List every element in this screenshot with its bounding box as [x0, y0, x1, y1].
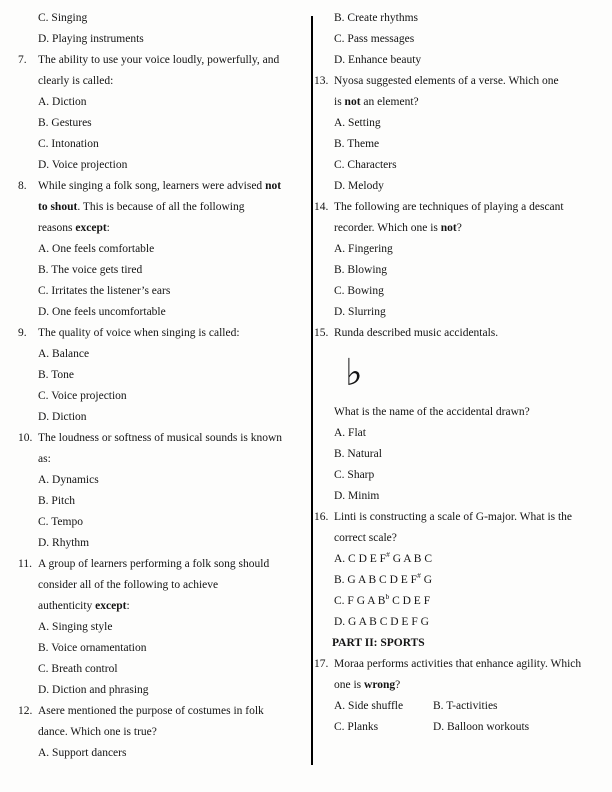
- option-line: [18, 344, 306, 365]
- text-segment: not: [440, 222, 457, 234]
- question-continuation-line: [18, 722, 306, 743]
- option-line: [314, 444, 608, 465]
- text-segment: Runda described music accidentals.: [334, 327, 499, 339]
- question-continuation-line: [18, 575, 306, 596]
- text-segment: #: [417, 571, 421, 581]
- option-line: [18, 260, 306, 281]
- option-line: [314, 591, 608, 612]
- question-continuation-line: [18, 596, 306, 617]
- text-segment: G: [420, 574, 433, 586]
- text-segment: A group of learners performing a folk song should: [38, 558, 270, 570]
- text-segment: D. Slurring: [334, 306, 386, 318]
- text-segment: reasons: [38, 222, 76, 234]
- text-segment: Asere mentioned the purpose of costumes in folk: [38, 705, 264, 717]
- question-line: [314, 507, 608, 528]
- text-segment: recorder. Which one is: [334, 222, 441, 234]
- question-number: 17.: [314, 658, 329, 670]
- option-line: [314, 29, 608, 50]
- question-number: 7.: [18, 54, 27, 66]
- option-line: [18, 533, 306, 554]
- text-segment: . This is because of all the following: [77, 201, 245, 213]
- question-continuation-line: [314, 92, 608, 113]
- text-segment: D. G A B C D E F G: [334, 616, 429, 628]
- option-line: [314, 465, 608, 486]
- option-line: [18, 302, 306, 323]
- text-segment: PART II: SPORTS: [332, 637, 425, 649]
- text-segment: B. Natural: [334, 448, 382, 460]
- option-line: [314, 281, 608, 302]
- text-segment: not: [344, 96, 361, 108]
- text-segment: wrong: [364, 679, 396, 691]
- text-segment: B. G A B C D E F: [334, 574, 418, 586]
- question-number: 10.: [18, 432, 33, 444]
- option-line: [314, 8, 608, 29]
- option-line: [314, 155, 608, 176]
- question-number: 14.: [314, 201, 329, 213]
- question-line: [18, 701, 306, 722]
- text-segment: to shout: [38, 201, 78, 213]
- text-segment: D. Enhance beauty: [334, 54, 422, 66]
- text-segment: B. Pitch: [38, 495, 76, 507]
- text-segment: B. Blowing: [334, 264, 388, 276]
- text-segment: C. Pass messages: [334, 33, 415, 45]
- text-segment: C. Bowing: [334, 285, 384, 297]
- question-continuation-line: [314, 402, 608, 423]
- text-segment: C. Planks: [334, 721, 379, 733]
- text-segment: D. Diction and phrasing: [38, 684, 149, 696]
- text-segment: B. Create rhythms: [334, 12, 418, 24]
- text-segment: clearly is called:: [38, 75, 114, 87]
- option-line: [18, 680, 306, 701]
- option-line: [314, 302, 608, 323]
- text-segment: B. The voice gets tired: [38, 264, 143, 276]
- text-segment: The quality of voice when singing is called:: [38, 327, 240, 339]
- text-segment: :: [106, 222, 110, 234]
- question-line: [18, 428, 306, 449]
- text-segment: What is the name of the accidental drawn?: [334, 406, 530, 418]
- text-segment: C. F G A B: [334, 595, 386, 607]
- text-segment: as:: [38, 453, 51, 465]
- text-segment: correct scale?: [334, 532, 397, 544]
- text-segment: A. Fingering: [334, 243, 393, 255]
- option-line: [18, 155, 306, 176]
- question-number: 9.: [18, 327, 27, 339]
- text-segment: b: [385, 592, 390, 602]
- text-segment: C. Characters: [334, 159, 397, 171]
- question-continuation-line: [18, 218, 306, 239]
- option-line: [18, 659, 306, 680]
- question-line: [314, 323, 608, 344]
- text-segment: ?: [395, 679, 401, 691]
- option-line: [314, 50, 608, 71]
- text-segment: A. Flat: [334, 427, 366, 439]
- question-continuation-line: [314, 528, 608, 549]
- text-segment: A. Setting: [334, 117, 381, 129]
- option-line: [314, 570, 608, 591]
- option-line: [18, 638, 306, 659]
- text-segment: authenticity: [38, 600, 96, 612]
- option-line: [18, 386, 306, 407]
- question-number: 8.: [18, 180, 27, 192]
- text-segment: an element?: [360, 96, 419, 108]
- question-continuation-line: [18, 197, 306, 218]
- text-segment: B. Voice ornamentation: [38, 642, 147, 654]
- text-segment: C. Irritates the listener’s ears: [38, 285, 171, 297]
- question-line: [314, 197, 608, 218]
- text-segment: dance. Which one is true?: [38, 726, 157, 738]
- text-segment: Moraa performs activities that enhance agility. Which: [334, 658, 582, 670]
- question-line: [314, 71, 608, 92]
- text-segment: C D E F: [389, 595, 431, 607]
- text-segment: D. One feels uncomfortable: [38, 306, 166, 318]
- text-segment: D. Diction: [38, 411, 87, 423]
- text-segment: B. Theme: [334, 138, 380, 150]
- text-segment: C. Breath control: [38, 663, 118, 675]
- option-line: [314, 612, 608, 633]
- text-segment: The following are techniques of playing a descant: [334, 201, 564, 213]
- text-segment: A. Balance: [38, 348, 90, 360]
- text-segment: D. Voice projection: [38, 159, 128, 171]
- text-segment: D. Balloon workouts: [433, 721, 530, 733]
- text-segment: consider all of the following to achieve: [38, 579, 219, 591]
- option-line: [18, 239, 306, 260]
- text-segment: :: [126, 600, 130, 612]
- text-segment: A. One feels comfortable: [38, 243, 155, 255]
- question-number: 12.: [18, 705, 33, 717]
- text-segment: C. Sharp: [334, 469, 375, 481]
- option-line: [18, 29, 306, 50]
- text-segment: C. Singing: [38, 12, 88, 24]
- option-line: [314, 486, 608, 507]
- question-continuation-line: [314, 218, 608, 239]
- option-line: [18, 134, 306, 155]
- text-segment: A. C D E F: [334, 553, 387, 565]
- option-line: [18, 407, 306, 428]
- section-heading: [314, 633, 608, 654]
- question-number: 13.: [314, 75, 329, 87]
- flat-accidental-glyph: ♭: [345, 351, 363, 394]
- question-continuation-line: [314, 675, 608, 696]
- question-line: [18, 50, 306, 71]
- text-segment: Nyosa suggested elements of a verse. Which one: [334, 75, 559, 87]
- text-segment: The ability to use your voice loudly, powerfully, and: [38, 54, 280, 66]
- text-segment: one is: [334, 679, 365, 691]
- column-right: [314, 8, 608, 738]
- question-number: 15.: [314, 327, 329, 339]
- text-segment: D. Playing instruments: [38, 33, 144, 45]
- option-line: [314, 176, 608, 197]
- option-line: [314, 260, 608, 281]
- column-divider: [311, 16, 313, 765]
- question-line: [18, 323, 306, 344]
- question-number: 16.: [314, 511, 329, 523]
- option-line: [18, 491, 306, 512]
- option-line: [314, 696, 608, 717]
- option-line: [18, 365, 306, 386]
- column-left: [18, 8, 306, 764]
- text-segment: C. Voice projection: [38, 390, 127, 402]
- option-line: [314, 113, 608, 134]
- question-line: [18, 176, 306, 197]
- option-line: [18, 743, 306, 764]
- text-segment: G A B C: [389, 553, 433, 565]
- text-segment: The loudness or softness of musical sounds is known: [38, 432, 283, 444]
- question-continuation-line: [18, 449, 306, 470]
- option-line: [18, 113, 306, 134]
- text-segment: D. Melody: [334, 180, 384, 192]
- option-line: [18, 8, 306, 29]
- text-segment: not: [265, 180, 282, 192]
- option-line: [18, 512, 306, 533]
- question-line: [314, 654, 608, 675]
- option-line: [314, 134, 608, 155]
- text-segment: C. Intonation: [38, 138, 99, 150]
- question-line: [18, 554, 306, 575]
- question-continuation-line: [18, 71, 306, 92]
- text-segment: A. Singing style: [38, 621, 113, 633]
- option-line: [18, 281, 306, 302]
- text-segment: A. Support dancers: [38, 747, 127, 759]
- text-segment: B. T-activities: [433, 700, 498, 712]
- text-segment: except: [95, 600, 127, 612]
- option-line: [314, 549, 608, 570]
- text-segment: B. Gestures: [38, 117, 92, 129]
- question-number: 11.: [18, 558, 32, 570]
- text-segment: Linti is constructing a scale of G-major. What is the: [334, 511, 573, 523]
- text-segment: While singing a folk song, learners were advised: [38, 180, 266, 192]
- option-line: [314, 239, 608, 260]
- option-line: [18, 617, 306, 638]
- option-line: [18, 470, 306, 491]
- option-line: [18, 92, 306, 113]
- text-segment: B. Tone: [38, 369, 75, 381]
- text-segment: is: [334, 96, 345, 108]
- text-segment: #: [386, 550, 390, 560]
- option-line: [314, 423, 608, 444]
- text-segment: D. Minim: [334, 490, 380, 502]
- option-line: [314, 717, 608, 738]
- text-segment: A. Diction: [38, 96, 87, 108]
- text-segment: A. Side shuffle: [334, 700, 404, 712]
- text-segment: A. Dynamics: [38, 474, 99, 486]
- text-segment: C. Tempo: [38, 516, 83, 528]
- text-segment: ?: [456, 222, 462, 234]
- text-segment: D. Rhythm: [38, 537, 90, 549]
- text-segment: except: [75, 222, 107, 234]
